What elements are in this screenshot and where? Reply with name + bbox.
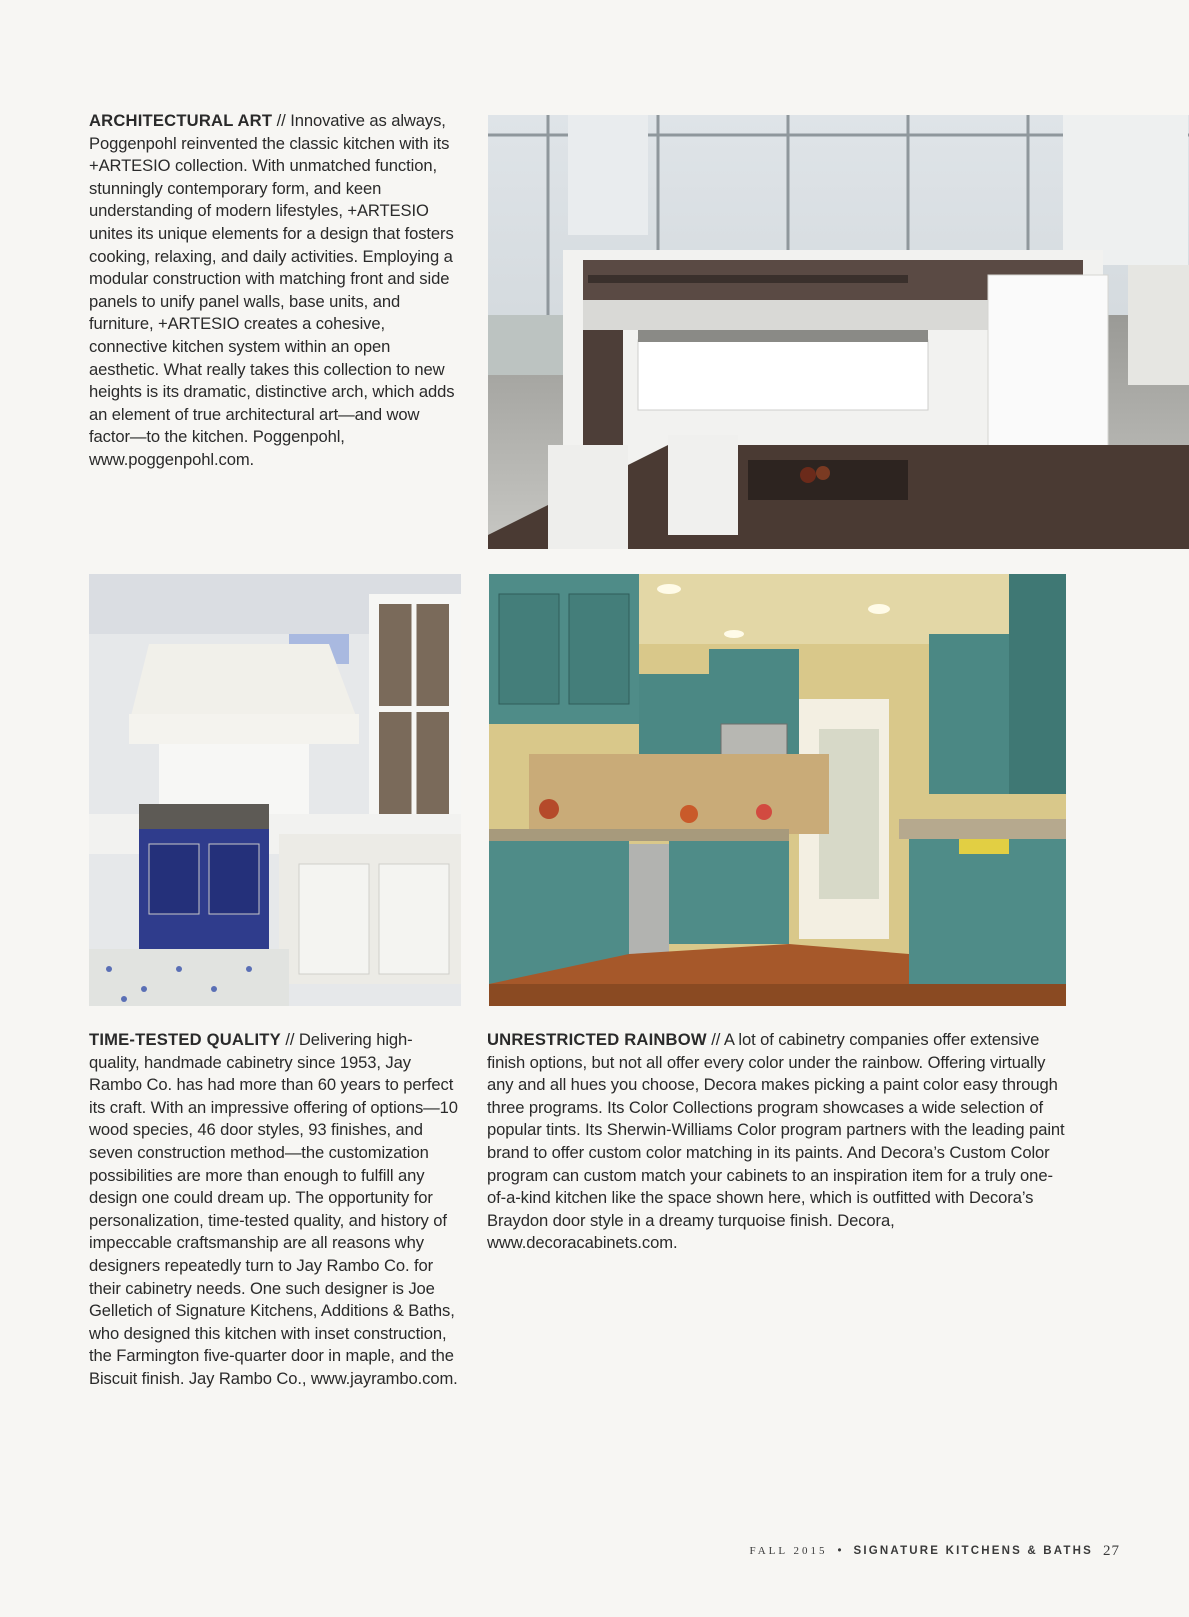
article-unrestricted-rainbow [487, 1029, 1067, 1255]
photo-turquoise-kitchen [489, 574, 1066, 1006]
footer-separator: • [837, 1545, 844, 1557]
article-body: // A lot of cabinetry companies offer extensive finish options, but not all offer every color under the rainbow. Offering virtually any and all hues you choose, Decora makes picking a paint color easy through three programs. Its Color Collections program showcases a wide selection of popular tints. Its Sherwin-Williams Color program partners with the leading paint brand to offer custom color matching in its paints. And Decora’s Custom Color program can custom match your cabinets to an inspiration item for a truly one-of-a-kind kitchen like the space shown here, which is outfitted with Decora’s Braydon door style in a dreamy turquoise finish. Decora, www.decoracabinets.com. [487, 1030, 1065, 1253]
article-architectural-art [89, 110, 461, 472]
photo-white-kitchen-blue-range [89, 574, 461, 1006]
article-heading: TIME-TESTED QUALITY [89, 1030, 281, 1049]
article-body: // Delivering high-quality, handmade cabinetry since 1953, Jay Rambo Co. has had more than 60 years to perfect its craft. With an impressive offering of options—10 wood species, 46 door styles, 93 finishes, and seven construction method—the customization possibilities are more than enough to fulfill any design one could dream up. The opportunity for personalization, time-tested quality, and history of impeccable craftsmanship are all reasons why designers repeatedly turn to Jay Rambo Co. for their cabinetry needs. One such designer is Joe Gelletich of Signature Kitchens, Additions & Baths, who designed this kitchen with inset construction, the Farmington five-quarter door in maple, and the Biscuit finish. Jay Rambo Co., www.jayrambo.com. [89, 1030, 458, 1388]
footer-magazine-name: SIGNATURE KITCHENS & BATHS [853, 1545, 1093, 1557]
article-heading: UNRESTRICTED RAINBOW [487, 1030, 707, 1049]
footer-season: FALL 2015 [749, 1545, 828, 1557]
article-heading: ARCHITECTURAL ART [89, 111, 273, 130]
page-footer [700, 1540, 1120, 1562]
article-time-tested-quality [89, 1029, 459, 1391]
photo-modern-kitchen [488, 115, 1189, 549]
article-body: // Innovative as always, Poggenpohl reinvented the classic kitchen with its +ARTESIO collection. With unmatched function, stunningly contemporary form, and keen understanding of modern lifestyles, +ARTESIO unites its unique elements for a design that fosters cooking, relaxing, and daily activities. Employing a modular construction with matching front and side panels to unify panel walls, base units, and furniture, +ARTESIO creates a cohesive, connective kitchen system within an open aesthetic. What really takes this collection to new heights is its dramatic, distinctive arch, which adds an element of true architectural art—and wow factor—to the kitchen. Poggenpohl, www.poggenpohl.com. [89, 111, 455, 469]
page-number: 27 [1103, 1542, 1120, 1559]
